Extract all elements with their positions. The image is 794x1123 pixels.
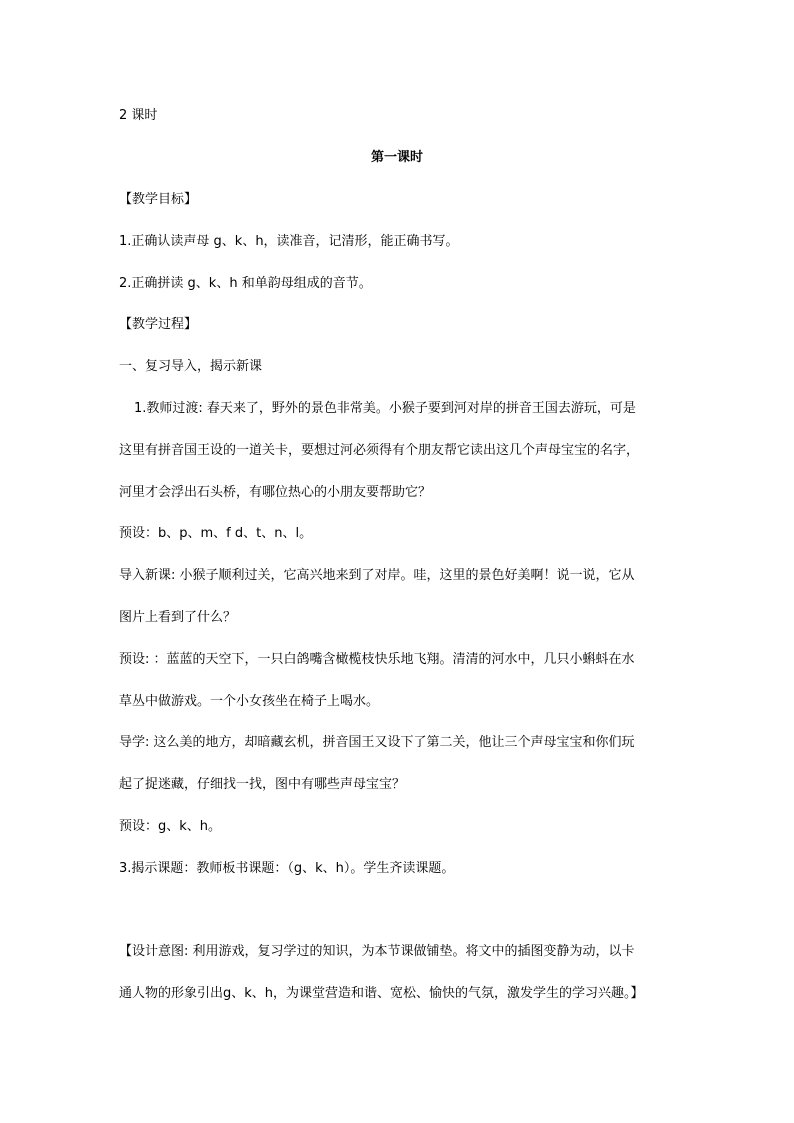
section-title: 第一课时	[370, 150, 423, 165]
preset-1: 预设：b、p、m、f d、t、n、l。	[119, 526, 313, 541]
preset-2-line-1: 预设: ：蓝蓝的天空下，一只白鸽嘴含橄榄枝快乐地飞翔。清清的河水中，几只小蝌蚪在水	[119, 652, 635, 667]
guide-line-2: 起了捉迷藏，仔细找一找，图中有哪些声母宝宝？	[119, 777, 406, 792]
part-1-title: 一、复习导入，揭示新课	[119, 359, 263, 374]
design-intent-line-1: 【设计意图: 利用游戏，复习学过的知识，为本节课做铺垫。将文中的插图变静为动，以卡	[119, 944, 635, 959]
objective-2: 2.正确拼读 g、k、h 和单韵母组成的音节。	[119, 276, 372, 291]
preset-3: 预设：g、k、h。	[119, 819, 222, 834]
step-1-line-1: 1.教师过渡: 春天来了，野外的景色非常美。小猴子要到河对岸的拼音王国去游玩，可是	[134, 401, 636, 416]
preset-2-line-2: 草丛中做游戏。一个小女孩坐在椅子上喝水。	[119, 694, 380, 709]
guide-line-1: 导学: 这么美的地方，却暗藏玄机，拼音国王又设下了第二关，他让三个声母宝宝和你们玩	[119, 735, 635, 750]
intro-line-2: 图片上看到了什么？	[119, 610, 237, 625]
intro-line-1: 导入新课: 小猴子顺利过关，它高兴地来到了对岸。哇，这里的景色好美啊！说一说，它从	[119, 568, 635, 583]
design-intent-line-2: 通人物的形象引出g、k、h，为课堂营造和谐、宽松、愉快的气氛，激发学生的学习兴趣。】	[119, 986, 644, 1001]
objective-1: 1.正确认读声母 g、k、h，读准音，记清形，能正确书写。	[119, 234, 459, 249]
lesson-count: 2 课时	[119, 108, 158, 123]
process-heading: 【教学过程】	[119, 317, 198, 332]
step-1-line-2: 这里有拼音国王设的一道关卡，要想过河必须得有个朋友帮它读出这几个声母宝宝的名字，	[119, 443, 640, 458]
objectives-heading: 【教学目标】	[119, 192, 198, 207]
step-1-line-3: 河里才会浮出石头桥，有哪位热心的小朋友要帮助它？	[119, 485, 432, 500]
step-3: 3.揭示课题：教师板书课题：（g、k、h）。学生齐读课题。	[119, 861, 455, 876]
